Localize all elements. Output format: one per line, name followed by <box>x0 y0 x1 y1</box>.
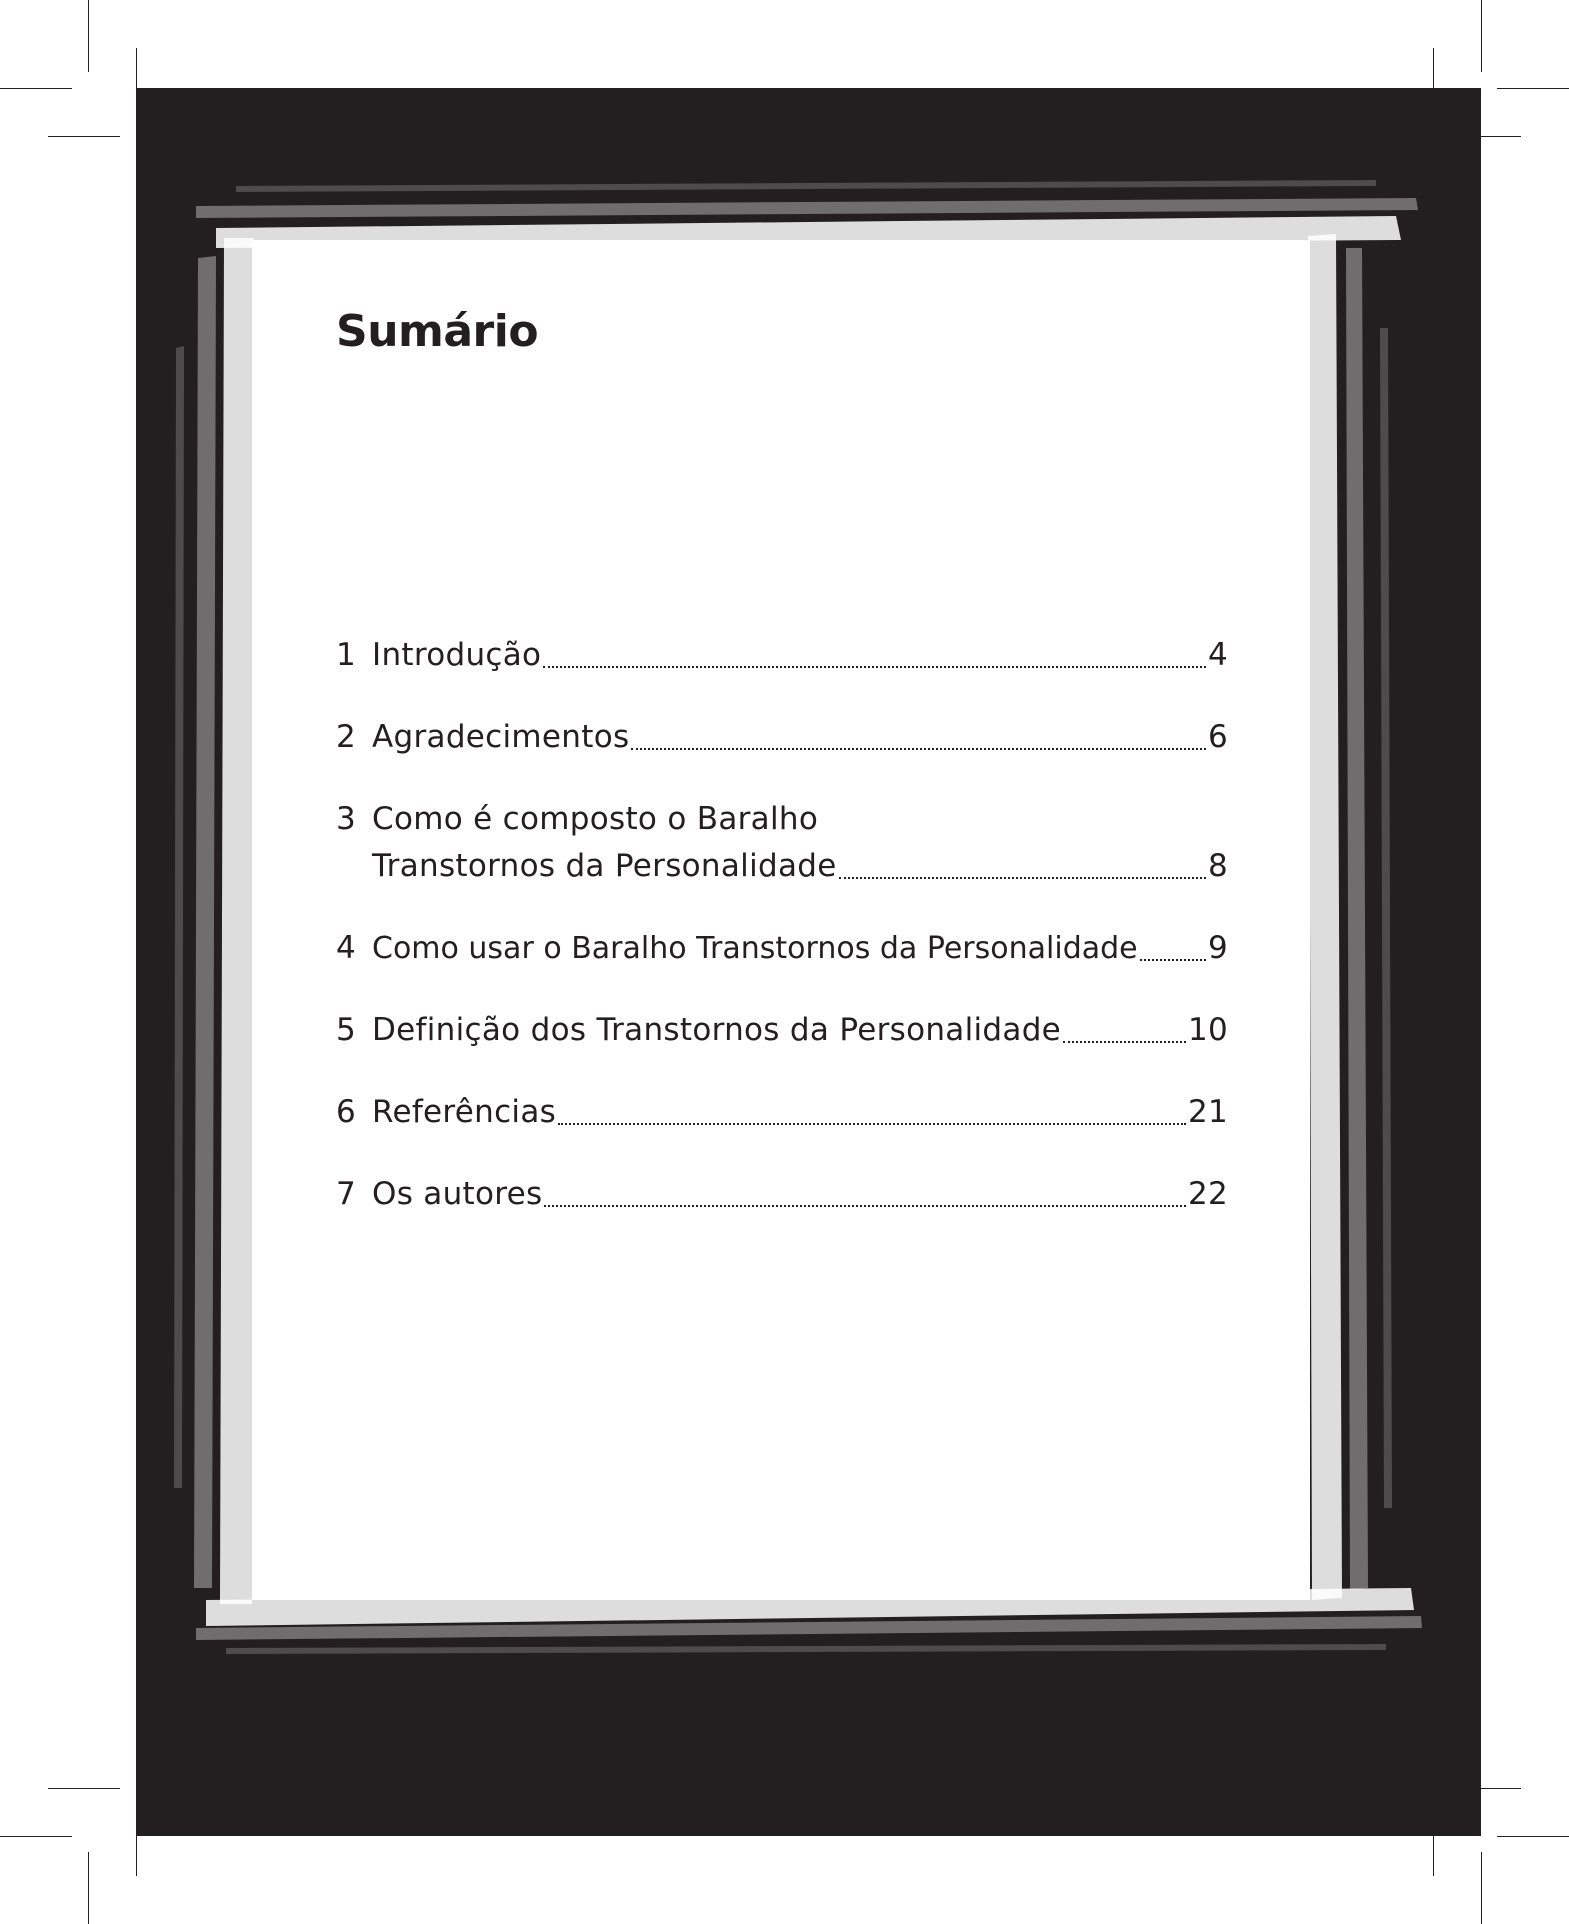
dot-leader <box>543 666 1206 668</box>
toc-entry-title: Agradecimentos <box>372 719 630 755</box>
crop-mark <box>1497 1836 1569 1837</box>
crop-mark <box>0 1836 72 1837</box>
dot-leader <box>631 748 1206 750</box>
toc-entry-body <box>372 925 1228 972</box>
dot-leader <box>839 877 1206 879</box>
dot-leader <box>558 1123 1186 1125</box>
toc-entry-title: Os autores <box>372 1176 543 1212</box>
toc-entry-number: 5 <box>336 1012 357 1048</box>
toc-entry-page: 9 <box>1207 930 1228 966</box>
toc-entry-number: 1 <box>336 637 357 673</box>
toc-entry-body <box>372 632 1228 679</box>
crop-mark <box>88 0 89 72</box>
toc-entry-page: 21 <box>1187 1094 1228 1130</box>
toc-entry-page: 4 <box>1207 637 1228 673</box>
dot-leader <box>1140 959 1206 961</box>
table-of-contents <box>336 632 1228 1253</box>
toc-entry-body <box>372 1089 1228 1136</box>
crop-mark <box>1481 1852 1482 1924</box>
toc-entry-3[interactable] <box>336 796 1228 890</box>
toc-entry-title: Como usar o Baralho Transtornos da Personalidade <box>372 931 1138 966</box>
crop-mark <box>1497 88 1569 89</box>
toc-entry-1[interactable] <box>336 632 1228 679</box>
toc-entry-body <box>372 796 1228 890</box>
toc-entry-5[interactable] <box>336 1007 1228 1054</box>
crop-mark <box>1481 0 1482 72</box>
toc-entry-page: 22 <box>1187 1176 1228 1212</box>
toc-entry-body <box>372 1171 1228 1218</box>
toc-entry-title: Introdução <box>372 637 542 673</box>
toc-entry-body <box>372 714 1228 761</box>
toc-entry-number: 3 <box>336 801 357 837</box>
toc-entry-body <box>372 1007 1228 1054</box>
toc-entry-4[interactable] <box>336 925 1228 972</box>
dot-leader <box>1063 1041 1186 1043</box>
toc-entry-number: 6 <box>336 1094 357 1130</box>
toc-entry-page: 8 <box>1207 848 1228 884</box>
toc-entry-6[interactable] <box>336 1089 1228 1136</box>
page-title: Sumário <box>336 306 539 357</box>
dot-leader <box>544 1205 1185 1207</box>
crop-mark <box>48 1788 120 1789</box>
toc-entry-7[interactable] <box>336 1171 1228 1218</box>
crop-mark <box>0 88 72 89</box>
toc-entry-number: 7 <box>336 1176 357 1212</box>
toc-entry-title: Referências <box>372 1094 557 1130</box>
toc-entry-title: Definição dos Transtornos da Personalidade <box>372 1012 1062 1048</box>
crop-mark <box>88 1852 89 1924</box>
toc-entry-2[interactable] <box>336 714 1228 761</box>
toc-entry-title: Como é composto o Baralho Transtornos da Personalidade <box>372 801 837 884</box>
toc-entry-page: 6 <box>1207 719 1228 755</box>
toc-entry-page: 10 <box>1187 1012 1228 1048</box>
crop-mark <box>48 136 120 137</box>
toc-entry-number: 4 <box>336 930 357 966</box>
toc-entry-number: 2 <box>336 719 357 755</box>
